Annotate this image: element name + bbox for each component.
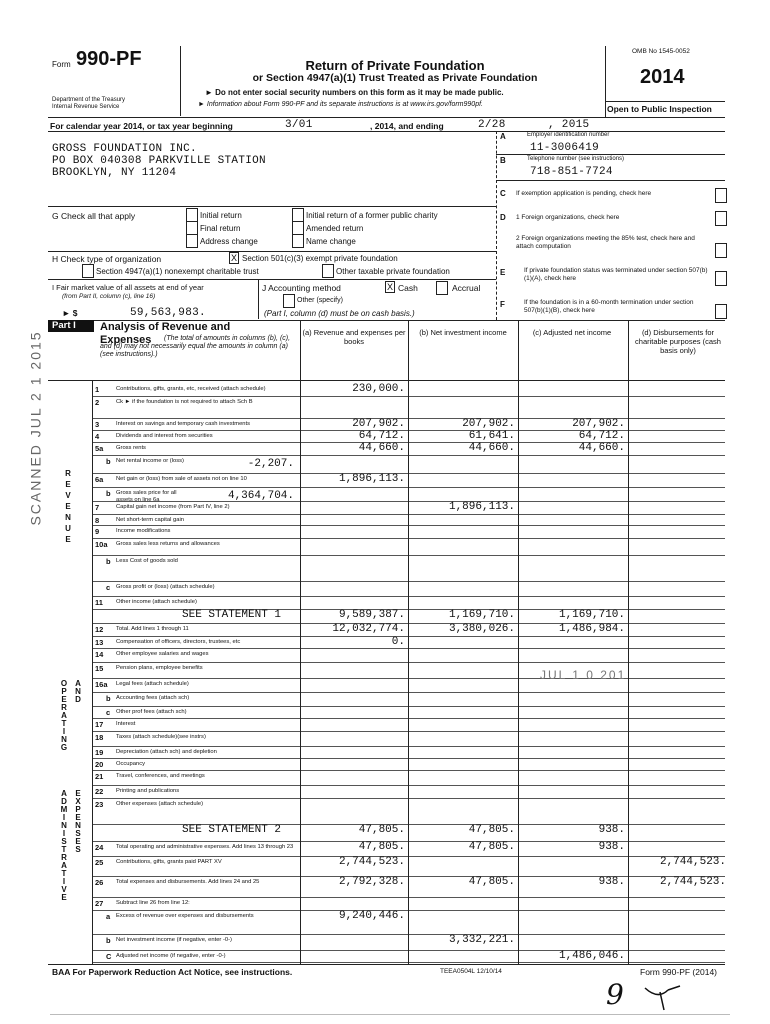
row-number: 12 (95, 625, 104, 634)
row-number: 9 (95, 527, 100, 536)
side-letter: E (65, 535, 71, 544)
checkbox-c[interactable] (715, 188, 727, 203)
row-number: a (106, 912, 111, 921)
section-h-label: H Check type of organization (52, 254, 162, 264)
side-letter: T (61, 869, 67, 878)
row-col-c: 1,169,710. (558, 609, 625, 621)
side-letter: A (61, 861, 67, 870)
side-letter: X (75, 797, 81, 806)
side-letter: T (61, 719, 67, 728)
row-label: Interest on savings and temporary cash investments (116, 421, 251, 427)
row-number: b (106, 936, 111, 945)
checkbox-501c3[interactable]: X (230, 253, 237, 263)
row-number: 15 (95, 664, 104, 673)
fmv-value: 59,563,983. (130, 307, 206, 319)
side-letter: N (61, 821, 67, 830)
side-letter: U (65, 524, 71, 533)
col-c-header: (c) Adjusted net income (532, 328, 612, 337)
row-number: C (106, 952, 112, 961)
row-label: Net gain or (loss) from sale of assets not on line 10 (116, 476, 247, 482)
side-letter: V (65, 491, 71, 500)
checkbox-initial-return[interactable] (186, 208, 198, 222)
org-address1: PO BOX 040308 PARKVILLE STATION (52, 155, 266, 167)
row-label: Accounting fees (attach sch) (116, 695, 190, 701)
item-d2-text: 2 Foreign organizations meeting the 85% test, check here and attach computation (516, 235, 695, 250)
col-a-header: (a) Revenue and expenses per books (302, 328, 406, 346)
row-number: 18 (95, 733, 104, 742)
row-col-a: 64,712. (358, 430, 405, 442)
row-label: Other expenses (attach schedule) (116, 801, 204, 807)
row-col-c: 938. (598, 876, 625, 888)
item-c: C (500, 189, 506, 198)
row-label: Depreciation (attach sch) and depletion (116, 749, 217, 755)
checkbox-amended-return[interactable] (292, 221, 304, 235)
checkbox-other-taxable[interactable] (322, 264, 334, 278)
side-letter: N (75, 821, 81, 830)
row-label: Compensation of officers, directors, trustees, etc (116, 639, 241, 645)
side-letter: I (62, 727, 66, 736)
checkbox-4947[interactable] (82, 264, 94, 278)
side-letter: E (65, 480, 71, 489)
item-e: E (500, 268, 506, 277)
part1-tag: Part I (48, 320, 94, 332)
ein-label: Employer identification number (527, 132, 610, 138)
row-col-a: 2,744,523. (338, 856, 405, 868)
row-number: 6a (95, 475, 104, 484)
row-number: b (106, 557, 111, 566)
checkbox-initial-former[interactable] (292, 208, 304, 222)
row-label: Net rental income or (loss) (116, 458, 184, 464)
side-letter: I (62, 829, 66, 838)
row-label: Other prof fees (attach sch) (116, 709, 187, 715)
row-number: 13 (95, 638, 104, 647)
form-title: Return of Private Foundation (305, 58, 485, 73)
opt-initial-former: Initial return of a former public charity (306, 211, 438, 220)
side-letter: R (61, 853, 67, 862)
side-letter: D (75, 695, 81, 704)
side-letter: N (65, 513, 71, 522)
row-col-c: 1,486,984. (558, 623, 625, 635)
section-j-label: J Accounting method (262, 283, 341, 293)
phone-value: 718-851-7724 (530, 166, 613, 178)
row-col-b: 61,641. (468, 430, 515, 442)
item-e-text: If private foundation status was terminated under section 507(b)(1)(A), check here (524, 267, 708, 282)
opt-cash: Cash (398, 283, 418, 293)
row-label: Other employee salaries and wages (116, 651, 209, 657)
item-a: A (500, 132, 506, 141)
internal-revenue: Internal Revenue Service (52, 104, 120, 110)
row-number: 16a (95, 680, 108, 689)
checkbox-f[interactable] (715, 304, 727, 319)
row-label: Contributions, gifts, grants paid PART XV (116, 859, 222, 865)
row-label: Interest (116, 721, 136, 727)
row-col-c: 44,660. (578, 442, 625, 454)
org-name: GROSS FOUNDATION INC. (52, 143, 197, 155)
received-stamp: JUL 1 0 201 (540, 668, 627, 682)
row-label: SEE STATEMENT 1 (182, 609, 282, 621)
section-i-arrow: ► $ (62, 308, 78, 318)
row-col-b: 47,805. (468, 841, 515, 853)
ein-value: 11-3006419 (530, 142, 600, 154)
row-label: Less Cost of goods sold (116, 558, 178, 564)
side-letter: E (65, 502, 71, 511)
row-label: Subtract line 26 from line 12: (116, 900, 190, 906)
row-col-a: 207,902. (352, 418, 405, 430)
form-label: Form (52, 60, 71, 69)
omb-number: OMB No 1545-0052 (632, 48, 690, 55)
row-number: 22 (95, 787, 104, 796)
row-label: Capital gain net income (from Part IV, line 2) (116, 504, 230, 510)
row-label: Net investment income (if negative, enter -0-) (116, 937, 232, 943)
footer-baa: BAA For Paperwork Reduction Act Notice, see instructions. (52, 967, 293, 977)
row-col-a: 2,792,328. (338, 876, 405, 888)
form-number: 990-PF (76, 48, 142, 70)
side-letter: E (61, 893, 67, 902)
row-col-c: 938. (598, 824, 625, 836)
row-col-d: 2,744,523. (659, 876, 726, 888)
row-number: b (106, 457, 111, 466)
side-letter: A (61, 711, 67, 720)
row-col-a: 44,660. (358, 442, 405, 454)
checkbox-cash[interactable]: X (386, 282, 393, 292)
row-number: 19 (95, 748, 104, 757)
calendar-mid: , 2014, and ending (370, 121, 444, 131)
side-letter: M (60, 805, 68, 814)
footer-form-ref: Form 990-PF (2014) (640, 967, 717, 977)
handwritten-scribble (640, 982, 690, 1012)
opt-other-method: Other (specify) (297, 297, 343, 304)
checkbox-d1[interactable] (715, 211, 727, 226)
row-number: 5a (95, 444, 104, 453)
calendar-label: For calendar year 2014, or tax year beginning (50, 121, 233, 131)
item-d1-text: 1 Foreign organizations, check here (516, 214, 620, 221)
row-col-a: 47,805. (358, 824, 405, 836)
row-number: 27 (95, 899, 104, 908)
opt-4947: Section 4947(a)(1) nonexempt charitable trust (96, 267, 259, 276)
row-col-b: 44,660. (468, 442, 515, 454)
part1-title: Analysis of Revenue and (100, 321, 231, 333)
row-number: 1 (95, 385, 100, 394)
row-col-b: 1,169,710. (448, 609, 515, 621)
section-j-note: (Part I, column (d) must be on cash basis.) (264, 309, 415, 318)
dept-treasury: Department of the Treasury (52, 97, 126, 103)
row-number: 4 (95, 432, 100, 441)
row-label: Total. Add lines 1 through 11 (116, 626, 189, 632)
row-label: Pension plans, employee benefits (116, 665, 203, 671)
side-letter: E (75, 789, 81, 798)
row-label: Net short-term capital gain (116, 517, 184, 523)
row-col-a: 230,000. (352, 383, 405, 395)
side-letter: R (61, 703, 67, 712)
row-col-b: 207,902. (462, 418, 515, 430)
row-label: Gross rents (116, 445, 146, 451)
tax-begin: 3/01 (285, 119, 313, 131)
row-number: 8 (95, 516, 100, 525)
side-letter: D (61, 797, 67, 806)
checkbox-name-change[interactable] (292, 234, 304, 248)
opt-501c3: Section 501(c)(3) exempt private foundation (242, 254, 398, 263)
phone-label: Telephone number (see instructions) (527, 156, 625, 162)
row-label: Gross profit or (loss) (attach schedule) (116, 584, 215, 590)
side-letter: I (62, 877, 66, 886)
opt-name-change: Name change (306, 237, 356, 246)
side-letter: T (61, 845, 67, 854)
row-number: 25 (95, 858, 104, 867)
tax-year: 2014 (640, 66, 685, 88)
checkbox-address-change[interactable] (186, 234, 198, 248)
row-inline-value: -2,207. (247, 458, 294, 470)
item-f: F (500, 300, 505, 309)
checkbox-final-return[interactable] (186, 221, 198, 235)
row-label: Gross sales price for all assets on line 6a (116, 490, 177, 503)
row-col-c: 207,902. (572, 418, 625, 430)
row-col-b: 3,332,221. (448, 934, 515, 946)
part1-desc: (The total of amounts in columns (b), (c), and (d) may not necessarily equal the amounts in column (a) (see instructions).) (100, 335, 291, 358)
section-i-sub: (from Part II, column (c), line 16) (62, 293, 156, 300)
footer-code: TEEA0504L 12/10/14 (440, 968, 502, 975)
row-number: b (106, 694, 111, 703)
row-col-c: 938. (598, 841, 625, 853)
side-letter: O (60, 679, 68, 688)
open-public: Open to Public Inspection (607, 104, 712, 114)
row-number: 14 (95, 650, 104, 659)
row-number: 7 (95, 503, 100, 512)
opt-address-change: Address change (200, 237, 258, 246)
row-number: c (106, 708, 111, 717)
row-number: b (106, 489, 111, 498)
row-number: 2 (95, 398, 100, 407)
opt-accrual: Accrual (452, 283, 481, 293)
row-label: Contributions, gifts, grants, etc, received (attach schedule) (116, 386, 266, 392)
side-letter: S (75, 829, 81, 838)
col-d-header: (d) Disbursements for charitable purposes (cash basis only) (635, 328, 721, 355)
row-col-b: 47,805. (468, 876, 515, 888)
row-col-a: 1,896,113. (338, 473, 405, 485)
side-letter: V (61, 885, 67, 894)
checkbox-other-method[interactable] (283, 294, 295, 308)
checkbox-d2[interactable] (715, 243, 727, 258)
row-number: 23 (95, 800, 104, 809)
section-i-label: I Fair market value of all assets at end of year (52, 283, 204, 292)
row-number: 17 (95, 720, 104, 729)
side-letter: S (75, 845, 81, 854)
row-label: Gross sales less returns and allowances (116, 541, 220, 547)
row-col-a: 0. (391, 636, 405, 648)
row-label: Dividends and interest from securities (116, 433, 213, 439)
row-col-d: 2,744,523. (659, 856, 726, 868)
row-label: Income modifications (116, 528, 171, 534)
row-col-b: 1,896,113. (448, 501, 515, 513)
side-letter: N (61, 735, 67, 744)
row-number: 3 (95, 420, 100, 429)
side-letter: N (75, 687, 81, 696)
opt-amended-return: Amended return (306, 224, 364, 233)
row-col-b: 47,805. (468, 824, 515, 836)
row-label: Travel, conferences, and meetings (116, 773, 205, 779)
item-b: B (500, 156, 506, 165)
scanned-stamp: SCANNED JUL 2 1 2015 (27, 330, 44, 526)
section-g-label: G Check all that apply (52, 211, 136, 221)
row-label: Legal fees (attach schedule) (116, 681, 189, 687)
row-label: Excess of revenue over expenses and disbursements (116, 913, 254, 919)
row-col-c: 1,486,046. (558, 950, 625, 962)
row-number: c (106, 583, 111, 592)
item-f-text: If the foundation is in a 60-month termination under section 507(b)(1)(B), check here (524, 299, 694, 314)
part1-title2: Expenses (100, 334, 152, 346)
side-letter: E (75, 837, 81, 846)
row-number: 20 (95, 760, 104, 769)
row-col-a: 12,032,774. (332, 623, 405, 635)
opt-other-taxable: Other taxable private foundation (336, 267, 450, 276)
row-label: Printing and publications (116, 788, 180, 794)
col-b-header: (b) Net investment income (419, 328, 507, 337)
side-letter: E (75, 813, 81, 822)
row-number: 24 (95, 843, 104, 852)
side-letter: I (62, 813, 66, 822)
ssn-note: ► Do not enter social security numbers on this form as it may be made public. (205, 88, 504, 97)
side-letter: R (65, 469, 71, 478)
tax-end: 2/28 (478, 119, 506, 131)
row-label: Total operating and administrative expenses. Add lines 13 through 23 (116, 844, 294, 850)
row-col-a: 9,240,446. (338, 910, 405, 922)
row-inline-value: 4,364,704. (227, 490, 294, 502)
row-number: 26 (95, 878, 104, 887)
org-address2: BROOKLYN, NY 11204 (52, 167, 177, 179)
item-c-text: If exemption application is pending, check here (516, 190, 652, 197)
form-subtitle: or Section 4947(a)(1) Trust Treated as Private Foundation (252, 72, 538, 84)
row-col-a: 9,589,387. (338, 609, 405, 621)
side-letter: P (61, 687, 67, 696)
row-label: Adjusted net income (if negative, enter -0-) (116, 953, 226, 959)
row-label: Total expenses and disbursements. Add lines 24 and 25 (116, 879, 260, 885)
side-letter: S (61, 837, 67, 846)
tax-end-year: , 2015 (548, 119, 590, 131)
checkbox-e[interactable] (715, 271, 727, 286)
row-label: SEE STATEMENT 2 (182, 824, 282, 836)
opt-final-return: Final return (200, 224, 241, 233)
row-label: Occupancy (116, 761, 145, 767)
row-number: 21 (95, 772, 104, 781)
row-label: Ck ► if the foundation is not required to attach Sch B (116, 399, 253, 405)
row-label: Taxes (attach schedule)(see instrs) (116, 734, 206, 740)
row-number: 11 (95, 598, 103, 607)
opt-initial-return: Initial return (200, 211, 242, 220)
row-number: 10a (95, 540, 108, 549)
row-label: Other income (attach schedule) (116, 599, 197, 605)
row-col-b: 3,380,026. (448, 623, 515, 635)
row-col-a: 47,805. (358, 841, 405, 853)
side-letter: E (61, 695, 67, 704)
item-d: D (500, 213, 506, 222)
side-letter: G (60, 743, 68, 752)
side-letter: A (61, 789, 67, 798)
row-col-c: 64,712. (578, 430, 625, 442)
checkbox-accrual[interactable] (436, 281, 448, 295)
handwritten-mark: 9 (606, 978, 624, 1011)
side-letter: A (75, 679, 81, 688)
info-note: ► Information about Form 990-PF and its separate instructions is at www.irs.gov/form990pf. (198, 101, 483, 108)
side-letter: P (75, 805, 81, 814)
